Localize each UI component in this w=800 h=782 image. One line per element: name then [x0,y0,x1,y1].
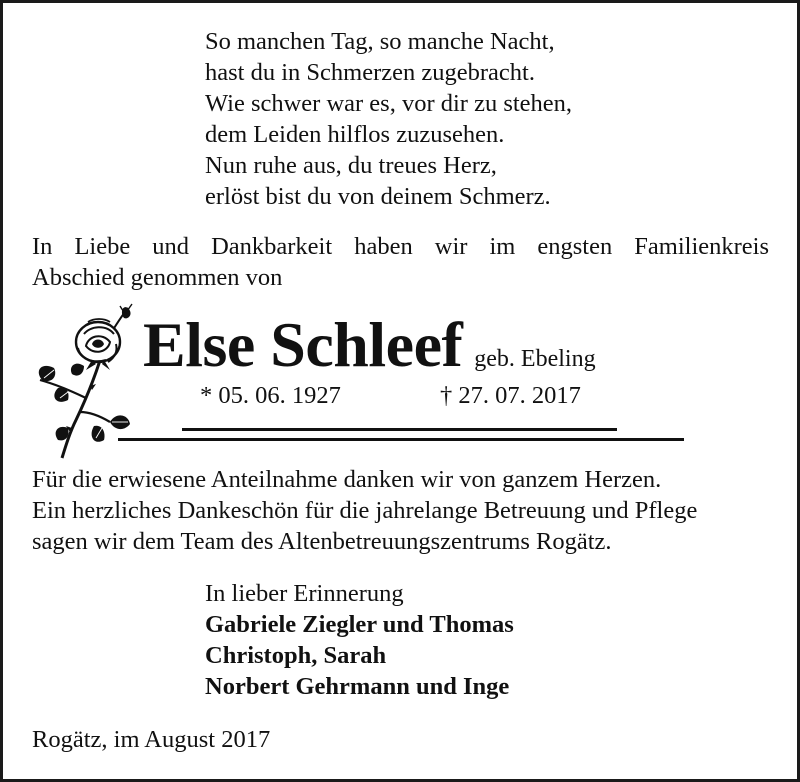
place-date: Rogätz, im August 2017 [32,726,271,753]
poem-line: So manchen Tag, so manche Nacht, [205,28,555,55]
thanks-line: Für die erwiesene Anteilnahme danken wir von ganzem Herzen. [32,466,662,493]
thanks-paragraph [32,464,697,557]
announcement-intro [32,231,769,293]
memorial-poem [205,26,572,212]
thanks-line: sagen wir dem Team des Altenbetreuungszentrums Rogätz. [32,528,612,555]
intro-line: Abschied genommen von [32,264,283,291]
intro-line: In Liebe und Dankbarkeit haben wir im engsten Familienkreis [32,233,769,260]
poem-line: erlöst bist du von deinem Schmerz. [205,183,551,210]
divider-line-short [182,428,617,431]
maiden-name: geb. Ebeling [474,346,596,372]
death-date: † 27. 07. 2017 [440,382,581,409]
deceased-name: Else Schleef [143,309,463,380]
birth-date: * 05. 06. 1927 [200,382,341,409]
poem-line: dem Leiden hilflos zuzusehen. [205,121,505,148]
signoff-intro: In lieber Erinnerung [205,580,404,607]
mourner-line: Gabriele Ziegler und Thomas [205,611,514,638]
poem-line: hast du in Schmerzen zugebracht. [205,59,535,86]
thanks-line: Ein herzliches Dankeschön für die jahrelange Betreuung und Pflege [32,497,698,524]
divider-line-long [118,438,684,441]
mourner-line: Christoph, Sarah [205,642,387,669]
deceased-name-row [143,306,596,384]
signoff-block [205,578,514,702]
mourner-line: Norbert Gehrmann und Inge [205,673,510,700]
poem-line: Wie schwer war es, vor dir zu stehen, [205,90,573,117]
poem-line: Nun ruhe aus, du treues Herz, [205,152,497,179]
